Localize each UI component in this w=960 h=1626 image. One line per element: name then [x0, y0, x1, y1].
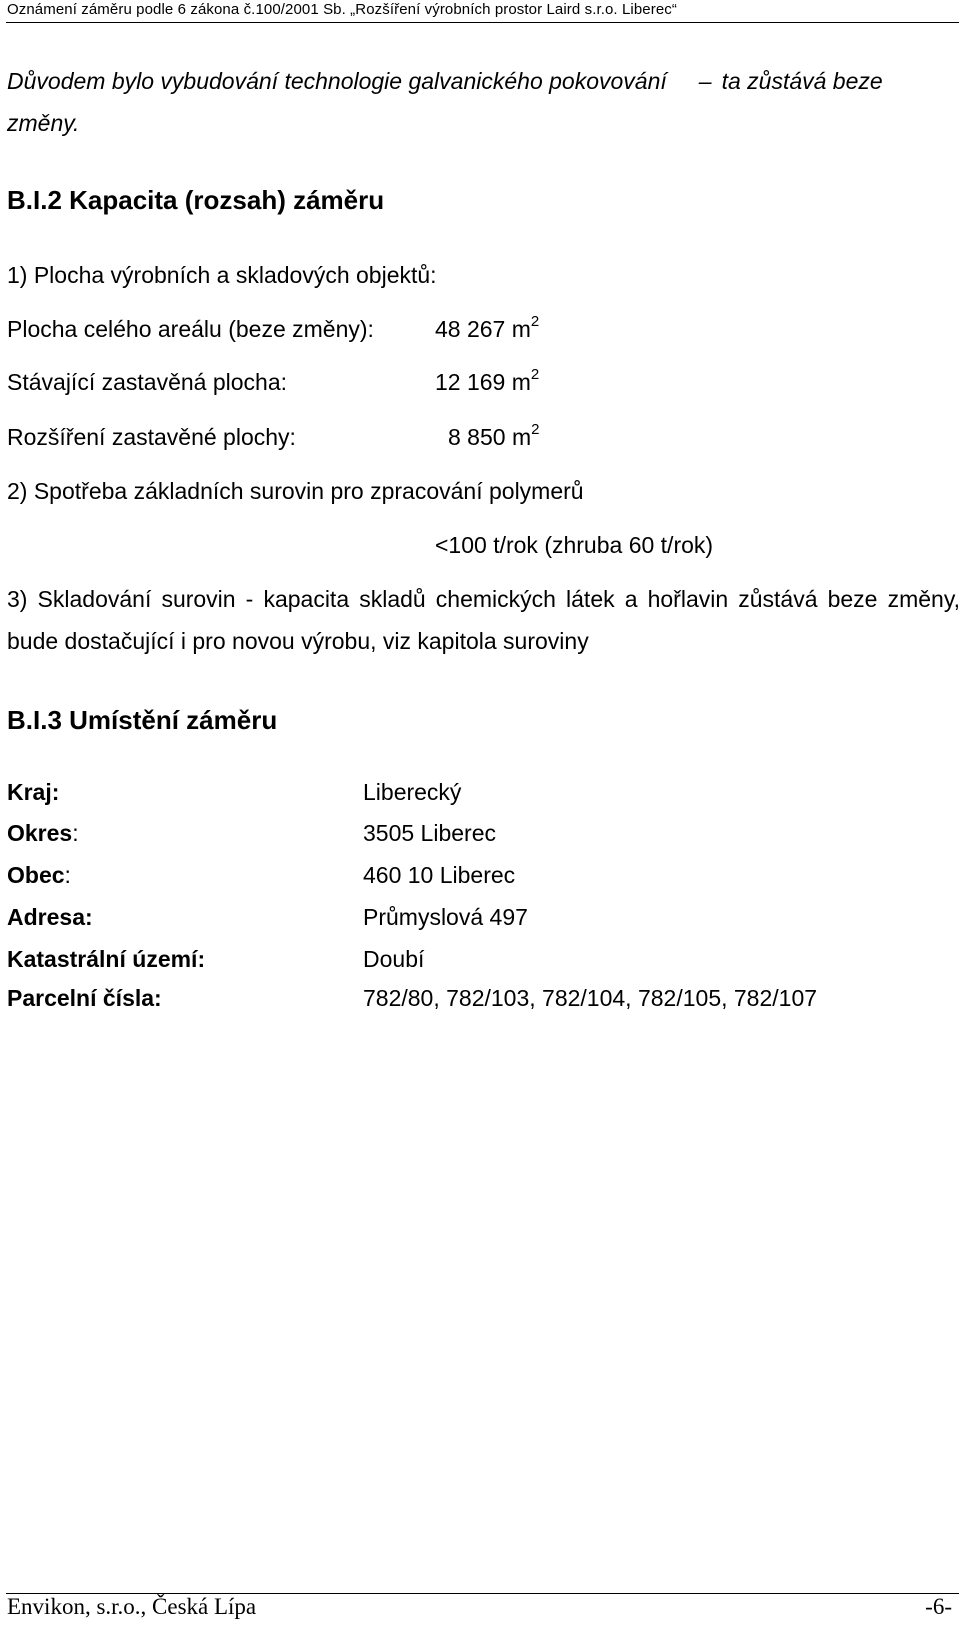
header-text-end: zákona č.100/2001 Sb. „Rozšíření výrobních prostor Laird s.r.o. Liberec“	[186, 1, 677, 18]
intro-text-part2: ta zůstává beze změny.	[7, 68, 883, 136]
built-area-row-label: Stávající zastavěná plocha:	[7, 369, 287, 395]
cadastral-value: Doubí	[363, 946, 425, 972]
region-value: Liberecký	[363, 779, 462, 805]
built-area-value: 12 169 m	[435, 369, 531, 395]
built-area-unit-sup: 2	[530, 366, 540, 383]
section-heading-location: B.I.3 Umístění záměru	[7, 705, 278, 735]
intro-text-part1: Důvodem bylo vybudování technologie galvanického pokovování	[7, 68, 667, 94]
area-row-value	[435, 313, 540, 343]
area-row-label: Plocha celého areálu (beze změny):	[7, 316, 374, 342]
header-text-start: Oznámení záměru podle	[7, 1, 178, 18]
municipality-label	[7, 862, 71, 889]
address-label: Adresa:	[7, 904, 93, 930]
extension-row-label: Rozšíření zastavěné plochy:	[7, 424, 296, 450]
municipality-label-colon: :	[64, 862, 71, 888]
footer-company: Envikon, s.r.o., Česká Lípa	[7, 1594, 257, 1619]
page-header	[7, 1, 677, 18]
header-divider	[6, 22, 959, 23]
extension-value: 8 850 m	[448, 424, 532, 450]
item2-title: 2) Spotřeba základních surovin pro zpracování polymerů	[7, 478, 584, 504]
area-value: 48 267 m	[435, 316, 531, 342]
parcel-value: 782/80, 782/103, 782/104, 782/105, 782/107	[363, 985, 818, 1011]
intro-paragraph	[7, 60, 957, 144]
extension-unit-sup: 2	[531, 421, 540, 438]
cadastral-label: Katastrální území:	[7, 946, 206, 972]
page-number: -6-	[925, 1594, 952, 1619]
district-label	[7, 820, 79, 847]
built-area-row-value	[435, 366, 540, 396]
item2-value: <100 t/rok (zhruba 60 t/rok)	[435, 532, 714, 558]
district-value: 3505 Liberec	[363, 820, 496, 846]
district-label-colon: :	[72, 820, 79, 846]
section-heading-capacity: B.I.2 Kapacita (rozsah) záměru	[7, 185, 385, 215]
district-label-text: Okres	[7, 820, 73, 846]
municipality-label-text: Obec	[7, 862, 65, 888]
area-unit-sup: 2	[530, 313, 540, 330]
region-label: Kraj:	[7, 779, 60, 805]
item1-title: 1) Plocha výrobních a skladových objektů:	[7, 262, 437, 288]
municipality-value: 460 10 Liberec	[363, 862, 516, 888]
address-value: Průmyslová 497	[363, 904, 528, 930]
intro-dash: –	[698, 68, 712, 94]
parcel-label: Parcelní čísla:	[7, 985, 162, 1011]
item3-paragraph: 3) Skladování surovin - kapacita skladů chemických látek a hořlavin zůstává beze změny, bude dostačující i pro novou výrobu, viz kapitola suroviny	[7, 586, 960, 654]
extension-row-value	[448, 421, 540, 451]
header-section-number: 6	[177, 1, 187, 18]
